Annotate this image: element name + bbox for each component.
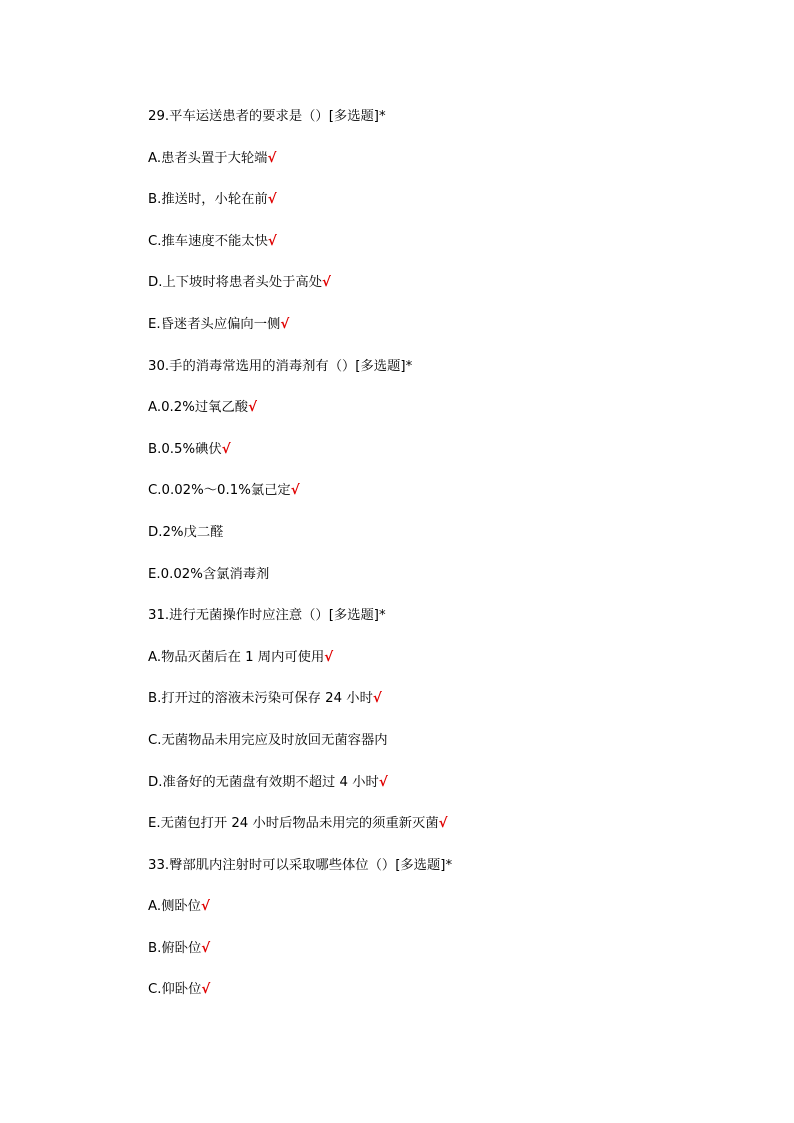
answer-option [148,731,748,751]
answer-option [148,273,748,293]
option-text: C.无菌物品未用完应及时放回无菌容器内 [148,732,388,748]
question-list [148,107,748,1022]
option-text: B.推送时，小轮在前 [148,192,268,208]
option-text: E.昏迷者头应偏向一侧 [148,316,281,332]
check-mark-icon: √ [280,316,290,332]
check-mark-icon: √ [267,150,277,166]
question-text: 30.手的消毒常选用的消毒剂有（）[多选题]* [148,358,413,374]
question-title [148,357,748,377]
option-text: A.物品灭菌后在 1 周内可使用 [148,649,325,665]
check-mark-icon: √ [267,192,277,208]
option-text: E.0.02%含氯消毒剂 [148,566,270,582]
option-text: B.0.5%碘伏 [148,441,222,457]
check-mark-icon: √ [221,441,231,457]
question-text: 29.平车运送患者的要求是（）[多选题]* [148,109,386,124]
check-mark-icon: √ [322,275,331,291]
answer-option [148,315,748,335]
option-text: C.0.02%～0.1%氯己定 [148,483,291,499]
answer-option [148,565,748,585]
option-text: B.俯卧位 [148,940,202,956]
answer-option [148,398,748,418]
answer-option [148,773,748,793]
answer-option [148,939,748,959]
answer-option [148,980,748,1000]
check-mark-icon: √ [438,816,448,832]
check-mark-icon: √ [378,774,388,790]
check-mark-icon: √ [201,940,211,956]
check-mark-icon: √ [290,483,300,499]
option-text: E.无菌包打开 24 小时后物品未用完的须重新灭菌 [148,816,439,832]
option-text: C.推车速度不能太快 [148,233,268,249]
check-mark-icon: √ [200,899,210,915]
question-text: 33.臀部肌内注射时可以采取哪些体位（）[多选题]* [148,857,453,873]
check-mark-icon: √ [324,649,334,665]
check-mark-icon: √ [267,233,277,249]
answer-option [148,897,748,917]
option-text: D.准备好的无菌盘有效期不超过 4 小时 [148,774,379,790]
option-text: D.2%戊二醛 [148,524,224,540]
option-text: A.患者头置于大轮端 [148,150,268,166]
answer-option [148,481,748,501]
check-mark-icon: √ [248,400,257,416]
question-text: 31.进行无菌操作时应注意（）[多选题]* [148,608,386,624]
question-title [148,606,748,626]
question-title [148,856,748,876]
question-title [148,107,748,127]
answer-option [148,190,748,210]
option-text: A.侧卧位 [148,899,201,915]
answer-option [148,648,748,668]
check-mark-icon: √ [201,982,211,998]
option-text: B.打开过的溶液未污染可保存 24 小时 [148,691,373,707]
answer-option [148,232,748,252]
option-text: D.上下坡时将患者头处于高处 [148,275,323,291]
answer-option [148,523,748,543]
option-text: A.0.2%过氧乙酸 [148,400,249,416]
answer-option [148,814,748,834]
answer-option [148,689,748,709]
check-mark-icon: √ [372,691,382,707]
answer-option [148,440,748,460]
answer-option [148,149,748,169]
option-text: C.仰卧位 [148,982,202,998]
